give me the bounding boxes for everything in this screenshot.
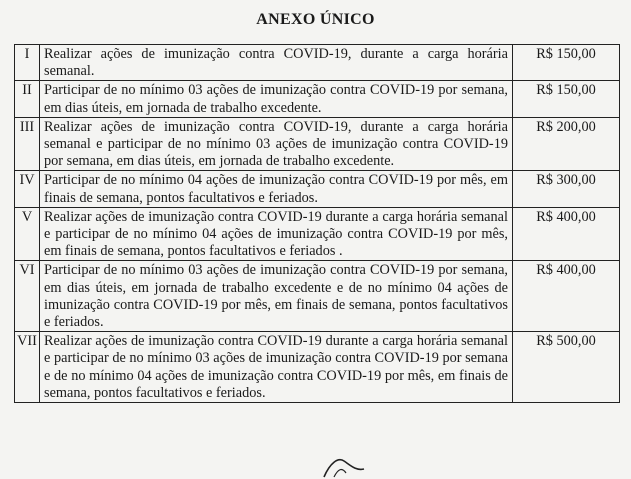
- table-row: [15, 171, 620, 207]
- pen-stroke-mark: [320, 455, 368, 479]
- row-description: Realizar ações de imunização contra COVID-19, durante a carga horária semanal e participar de no mínimo 03 ações de imunização contra COVID-19 por semana, em dias úteis, em jornada de trabalho excedente.: [40, 117, 513, 171]
- row-value: R$ 500,00: [513, 332, 620, 403]
- remuneration-table: [14, 44, 620, 403]
- row-description: Participar de no mínimo 04 ações de imunização contra COVID-19 por mês, em finais de semana, pontos facultativos e feriados.: [40, 171, 513, 207]
- row-number: VII: [15, 332, 40, 403]
- row-description: Realizar ações de imunização contra COVID-19, durante a carga horária semanal.: [40, 45, 513, 81]
- row-value: R$ 150,00: [513, 81, 620, 117]
- table-row: [15, 207, 620, 261]
- row-description: Realizar ações de imunização contra COVID-19 durante a carga horária semanal e participar de no mínimo 04 ações de imunização contra COVID-19 por mês, em finais de semana, pontos facultativos e feriados .: [40, 207, 513, 261]
- table-row: [15, 117, 620, 171]
- row-number: V: [15, 207, 40, 261]
- row-value: R$ 150,00: [513, 45, 620, 81]
- row-value: R$ 400,00: [513, 261, 620, 332]
- row-number: II: [15, 81, 40, 117]
- row-value: R$ 300,00: [513, 171, 620, 207]
- document-title: ANEXO ÚNICO: [256, 11, 375, 28]
- table-row: [15, 332, 620, 403]
- row-description: Participar de no mínimo 03 ações de imunização contra COVID-19 por semana, em dias úteis, em jornada de trabalho excedente.: [40, 81, 513, 117]
- row-number: I: [15, 45, 40, 81]
- table-row: [15, 81, 620, 117]
- row-value: R$ 400,00: [513, 207, 620, 261]
- table-row: [15, 45, 620, 81]
- row-number: VI: [15, 261, 40, 332]
- row-description: Realizar ações de imunização contra COVID-19 durante a carga horária semanal e participar de no mínimo 03 ações de imunização contra COVID-19 por semana e de no mínimo 04 ações de imunização contra COVID-19 por mês, em finais de semana, pontos facultativos e feriados.: [40, 332, 513, 403]
- row-value: R$ 200,00: [513, 117, 620, 171]
- row-description: Participar de no mínimo 03 ações de imunização contra COVID-19 por semana, em dias úteis, em jornada de trabalho excedente e de no mínimo 04 ações de imunização contra COVID-19 por mês, em finais de semana, pontos facultativos e feriados.: [40, 261, 513, 332]
- table-row: [15, 261, 620, 332]
- row-number: IV: [15, 171, 40, 207]
- row-number: III: [15, 117, 40, 171]
